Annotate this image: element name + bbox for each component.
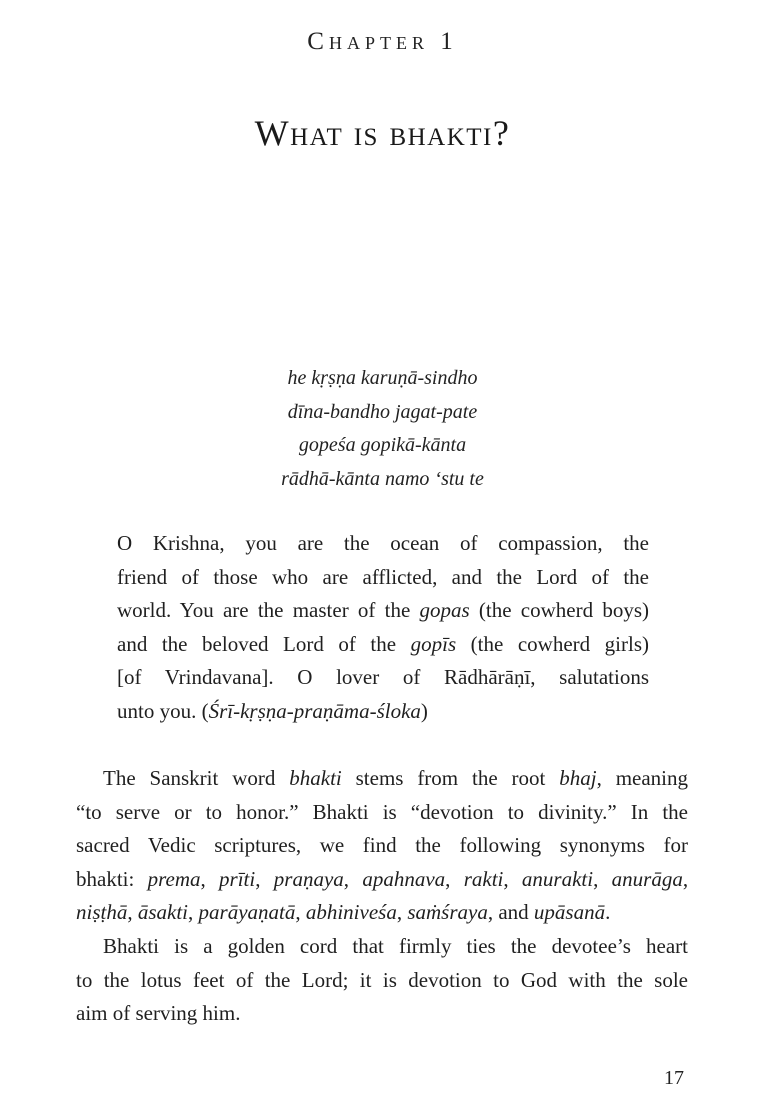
text: ) <box>420 698 428 723</box>
text: friend of those who are afflicted, and the Lord of the <box>117 564 649 589</box>
paragraph-line: Bhakti is a golden cord that firmly ties the devotee’s heart <box>103 934 688 958</box>
text: (the cowherd boys) <box>469 598 649 622</box>
text: stems from the root <box>341 766 560 790</box>
text: , meaning <box>596 766 689 790</box>
text: (the cowherd girls) <box>456 631 649 656</box>
translation-line <box>117 695 649 729</box>
translation-line <box>117 527 649 561</box>
text: , <box>343 866 363 891</box>
text: , <box>200 866 220 891</box>
translation-line <box>117 661 649 695</box>
italic-term: rakti <box>463 866 504 891</box>
text: , <box>445 866 464 891</box>
italic-term: anurakti <box>521 866 594 891</box>
verse-line: gopeśa gopikā-kānta <box>298 434 467 456</box>
page-number: 17 <box>664 1067 684 1089</box>
paragraph-line <box>76 896 688 930</box>
text: , <box>295 900 306 924</box>
text: , and <box>487 900 534 924</box>
text: , <box>593 866 612 891</box>
text: , <box>503 866 522 891</box>
text: unto you. ( <box>117 698 209 723</box>
italic-term: gopīs <box>410 631 457 656</box>
italic-term: bhaj <box>559 766 597 790</box>
italic-term: bhakti <box>289 766 342 790</box>
text: , <box>255 866 274 891</box>
source-citation: Śrī-kṛṣṇa-praṇāma-śloka <box>208 698 421 723</box>
verse-line: dīna-bandho jagat-pate <box>287 400 478 423</box>
chapter-label: Chapter 1 <box>307 28 458 55</box>
text: The Sanskrit word <box>103 766 290 790</box>
text: [of Vrindavana]. O lover of Rādhārāṇī, salutations <box>117 665 649 689</box>
italic-term: prīti <box>219 866 256 891</box>
text: O Krishna, you are the ocean of compassion, the <box>117 531 649 555</box>
translation-line <box>117 628 649 662</box>
text: bhakti: <box>76 866 148 891</box>
text: . <box>605 900 611 924</box>
italic-term: abhiniveśa <box>305 900 397 924</box>
italic-term: gopas <box>419 598 470 622</box>
italic-term: saṁśraya <box>407 900 488 924</box>
paragraph-line <box>76 863 688 897</box>
italic-term: anurāga <box>611 866 683 891</box>
translation-line <box>117 594 649 628</box>
body-paragraph-1 <box>76 762 688 930</box>
text: , <box>682 866 689 891</box>
italic-term: upāsanā <box>533 900 606 924</box>
verse-line: he kṛṣṇa karuṇā-sindho <box>287 367 478 389</box>
paragraph-line <box>76 762 688 796</box>
italic-term: āsakti <box>137 900 189 924</box>
paragraph-line: to the lotus feet of the Lord; it is devotion to God with the sole <box>76 967 688 992</box>
chapter-title: What is bhakti? <box>254 113 511 153</box>
body-paragraph-2 <box>76 930 688 1031</box>
text: , <box>396 900 408 924</box>
verse-translation <box>117 527 649 728</box>
italic-term: parāyaṇatā <box>198 900 296 924</box>
paragraph-line: “to serve or to honor.” Bhakti is “devotion to divinity.” In the <box>76 799 688 824</box>
translation-line <box>117 561 649 595</box>
sanskrit-verse <box>0 362 765 496</box>
italic-term: prema <box>147 866 201 891</box>
paragraph-line: sacred Vedic scriptures, we find the following synonyms for <box>76 833 688 857</box>
italic-term: niṣṭhā <box>76 900 128 924</box>
italic-term: apahnava <box>362 866 446 891</box>
italic-term: praṇaya <box>273 866 344 891</box>
text: world. You are the master of the <box>117 598 420 622</box>
text: and the beloved Lord of the <box>117 631 411 656</box>
paragraph-line: aim of serving him. <box>76 1001 241 1025</box>
text: , <box>127 900 138 924</box>
verse-line: rādhā-kānta namo ‘stu te <box>281 467 484 490</box>
text: , <box>188 900 199 924</box>
